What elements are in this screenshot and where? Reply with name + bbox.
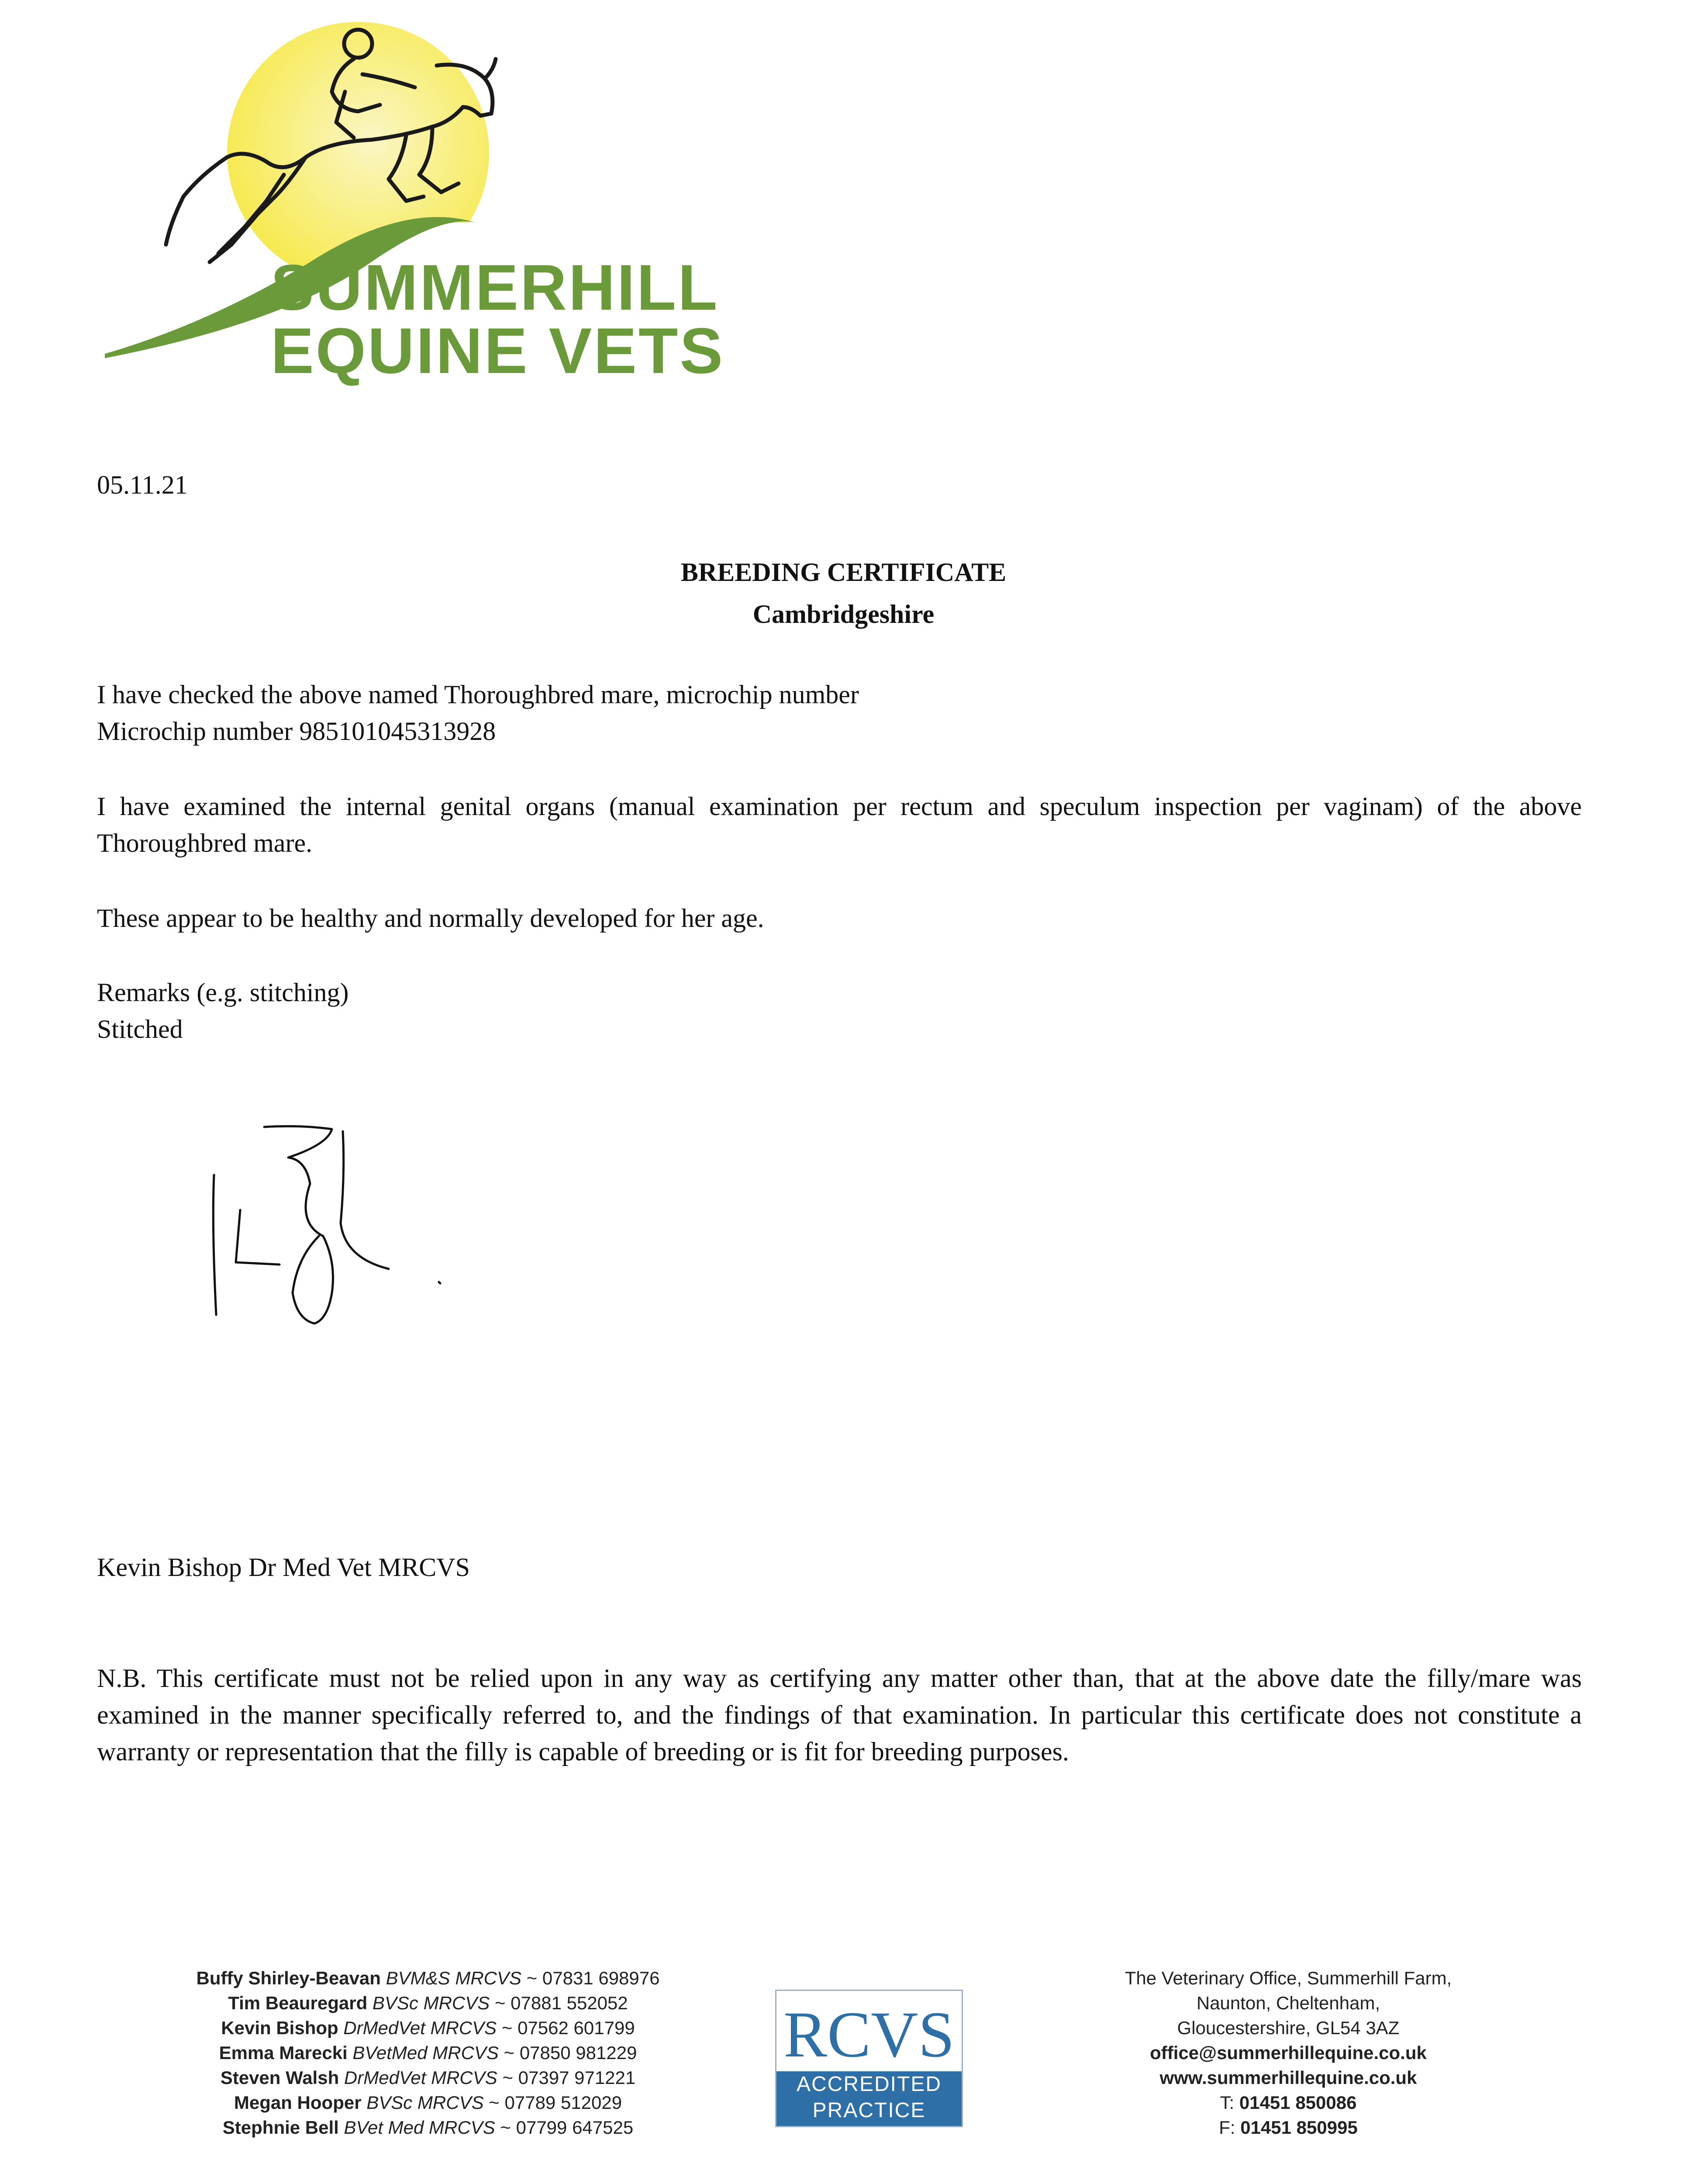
website-link[interactable]: www.summerhillequine.co.uk: [1159, 2067, 1417, 2088]
tel-label: T:: [1220, 2092, 1235, 2113]
signature: [201, 1118, 454, 1337]
vet-quals: DrMedVet MRCVS: [343, 2018, 497, 2038]
remarks-label: Remarks (e.g. stitching): [97, 978, 349, 1007]
fax-label: F:: [1219, 2117, 1235, 2138]
microchip-line: Microchip number 985101045313928: [97, 717, 496, 746]
fax: [1066, 2115, 1511, 2140]
health-statement: These appear to be healthy and normally developed for her age.: [97, 904, 764, 933]
vet-quals: BVetMed MRCVS: [352, 2042, 499, 2063]
vet-entry: [144, 1990, 712, 2015]
vet-name: Kevin Bishop: [221, 2018, 338, 2038]
vet-quals: BVM&S MRCVS: [386, 1968, 522, 1988]
disclaimer: N.B. This certificate must not be relied upon in any way as certifying any matter other than, that at the above date the filly/mare was examined in the manner specifically referred to, and the findings of that examination. In particular this certificate does not constitute a warranty or representation that the filly is capable of breeding or is fit for breeding purposes.: [97, 1664, 1582, 1766]
microchip-paragraph: [97, 676, 1582, 750]
signatory-name: Kevin Bishop Dr Med Vet MRCVS: [97, 1553, 470, 1582]
rcvs-logo: [776, 1991, 962, 2074]
vet-entry: [144, 2065, 712, 2090]
address-line-3: Gloucestershire, GL54 3AZ: [1177, 2018, 1400, 2038]
vet-phone: ~ 07799 647525: [500, 2117, 634, 2138]
rcvs-line-1: ACCREDITED: [796, 2073, 942, 2096]
vet-name: Stephnie Bell: [222, 2117, 339, 2138]
vet-phone: ~ 07831 698976: [526, 1968, 660, 1988]
email-link[interactable]: office@summerhillequine.co.uk: [1150, 2042, 1427, 2063]
vet-entry: [144, 2090, 712, 2115]
vet-entry: [144, 2040, 712, 2065]
rcvs-label: [776, 2071, 962, 2126]
vet-name: Megan Hooper: [234, 2092, 362, 2113]
remarks-value: Stitched: [97, 1015, 183, 1044]
practice-logo: [100, 17, 725, 387]
vet-phone: ~ 07789 512029: [489, 2092, 622, 2113]
certificate-region: Cambridgeshire: [752, 600, 935, 629]
vet-entry: [144, 1966, 712, 1990]
rcvs-wordmark-icon: [776, 1991, 962, 2074]
vet-entry: [144, 2015, 712, 2040]
rcvs-accredited-badge: [775, 1990, 963, 2127]
vet-name: Buffy Shirley-Beavan: [196, 1968, 381, 1988]
logo-line-2: EQUINE VETS: [271, 315, 725, 387]
vet-name: Tim Beauregard: [228, 1993, 368, 2013]
vet-quals: DrMedVet MRCVS: [344, 2067, 497, 2088]
vet-quals: BVet Med MRCVS: [344, 2117, 495, 2138]
vet-phone: ~ 07881 552052: [494, 1993, 628, 2013]
certificate-heading: [0, 551, 1687, 635]
vets-list: [144, 1966, 712, 2140]
vet-quals: BVSc MRCVS: [366, 2092, 484, 2113]
examination-paragraph: I have examined the internal genital organs (manual examination per rectum and speculum inspection per vaginam) of the above Thoroughbred mare.: [97, 792, 1582, 857]
vet-name: Steven Walsh: [220, 2067, 339, 2088]
fax-number: 01451 850995: [1240, 2117, 1358, 2138]
checked-line: I have checked the above named Thoroughbred mare, microchip number: [97, 680, 859, 709]
vet-phone: ~ 07850 981229: [504, 2042, 637, 2063]
certificate-date: 05.11.21: [97, 470, 188, 499]
logo-line-1: SUMMERHILL: [271, 252, 719, 324]
vet-quals: BVSc MRCVS: [372, 1993, 490, 2013]
vet-phone: ~ 07562 601799: [501, 2018, 635, 2038]
vet-phone: ~ 07397 971221: [502, 2067, 636, 2088]
rcvs-logo-text: RCVS: [783, 1998, 955, 2071]
address-line-1: The Veterinary Office, Summerhill Farm,: [1125, 1968, 1452, 1988]
vet-name: Emma Marecki: [219, 2042, 348, 2063]
tel-number: 01451 850086: [1239, 2092, 1357, 2113]
vet-entry: [144, 2115, 712, 2140]
rcvs-line-2: PRACTICE: [812, 2099, 926, 2122]
remarks-section: [97, 974, 1582, 1047]
address-line-2: Naunton, Cheltenham,: [1196, 1993, 1380, 2013]
practice-address: [1066, 1966, 1511, 2140]
telephone: [1066, 2090, 1511, 2115]
certificate-title: BREEDING CERTIFICATE: [680, 558, 1007, 587]
handwritten-signature-icon: [201, 1118, 454, 1337]
